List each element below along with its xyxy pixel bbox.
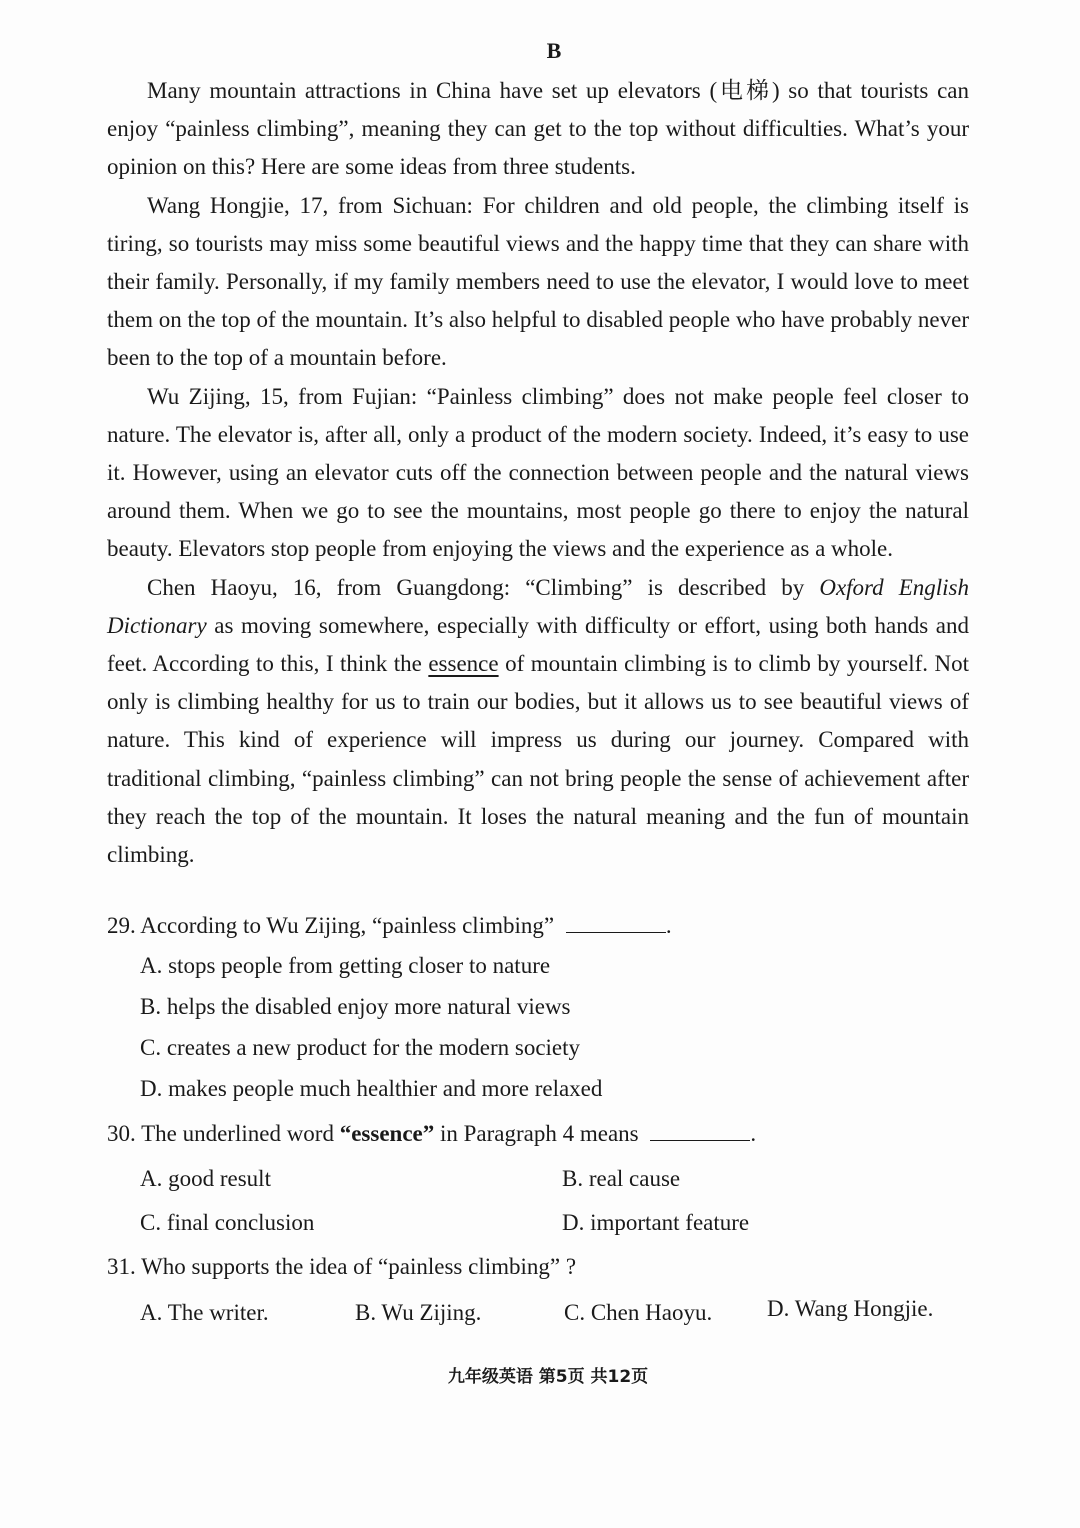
q30-option-d: D. important feature	[562, 1210, 750, 1235]
q31-option-c: C. Chen Haoyu.	[564, 1300, 713, 1325]
q31-option-a: A. The writer.	[140, 1300, 269, 1325]
paragraph-1: Many mountain attractions in China have set up elevators (电梯) so that tourists can enjoy “painless climbing”, meaning they can get to the top without difficulties. What’s your opinion on this? Here are some ideas from three students.	[107, 78, 969, 180]
question-30-end: .	[750, 1121, 757, 1146]
paragraph-4-mid: as moving somewhere, especially with difficulty or effort, using both hands and feet. According to this, I think the	[107, 612, 969, 677]
question-30	[107, 1120, 756, 1147]
question-29-stem: 29. According to Wu Zijing, “painless climbing”	[107, 913, 560, 938]
answer-blank-29[interactable]	[566, 912, 666, 933]
question-29	[107, 912, 672, 939]
paragraph-2: Wang Hongjie, 17, from Sichuan: For children and old people, the climbing itself is tiring, so tourists may miss some beautiful views and the happy time that they can share with their family. Personally, if my family members need to use the elevator, I would love to meet them on the top of the mountain. It’s also helpful to disabled people who have probably never been to the top of a mountain before.	[107, 192, 969, 371]
underlined-word-essence: essence	[428, 651, 499, 677]
paragraph-4	[107, 569, 969, 875]
q29-option-d: D. makes people much healthier and more relaxed	[140, 1076, 603, 1101]
paragraph-4-start: Chen Haoyu, 16, from Guangdong: “Climbing” is described by	[147, 574, 820, 600]
section-letter: B	[546, 38, 562, 63]
question-31: 31. Who supports the idea of “painless climbing” ?	[107, 1254, 577, 1279]
q30-option-a: A. good result	[140, 1166, 271, 1191]
q30-option-b: B. real cause	[562, 1166, 681, 1191]
question-30-stem-end: in Paragraph 4 means	[434, 1121, 645, 1146]
reading-passage	[107, 72, 969, 874]
question-29-end: .	[665, 913, 672, 938]
paragraph-4-end: of mountain climbing is to climb by yourself. Not only is climbing healthy for us to train our bodies, but it allows us to see beautiful views of nature. This kind of experience will impress us during our journey. Compared with traditional climbing, “painless climbing” can not bring people the sense of achievement after they reach the top of the mountain. It loses the natural meaning and the fun of mountain climbing.	[107, 651, 969, 868]
page-footer: 九年级英语 第5页 共12页	[447, 1367, 649, 1387]
q29-option-c: C. creates a new product for the modern society	[140, 1035, 581, 1060]
q30-option-c: C. final conclusion	[140, 1210, 315, 1235]
paragraph-3: Wu Zijing, 15, from Fujian: “Painless climbing” does not make people feel closer to nature. The elevator is, after all, only a product of the modern society. Indeed, it’s easy to use it. However, using an elevator cuts off the connection between people and the natural views around them. When we go to see the mountains, most people go there to enjoy the natural beauty. Elevators stop people from enjoying the views and the experience as a whole.	[107, 383, 969, 562]
question-30-word: “essence”	[339, 1121, 435, 1146]
dictionary-title: Oxford English Dictionary	[107, 574, 969, 638]
q29-option-a: A. stops people from getting closer to nature	[140, 953, 551, 978]
q29-option-b: B. helps the disabled enjoy more natural views	[140, 994, 571, 1019]
q31-option-b: B. Wu Zijing.	[355, 1300, 482, 1325]
q31-option-d: D. Wang Hongjie.	[767, 1296, 934, 1321]
answer-blank-30[interactable]	[650, 1120, 750, 1141]
question-30-stem-start: 30. The underlined word	[107, 1121, 340, 1146]
